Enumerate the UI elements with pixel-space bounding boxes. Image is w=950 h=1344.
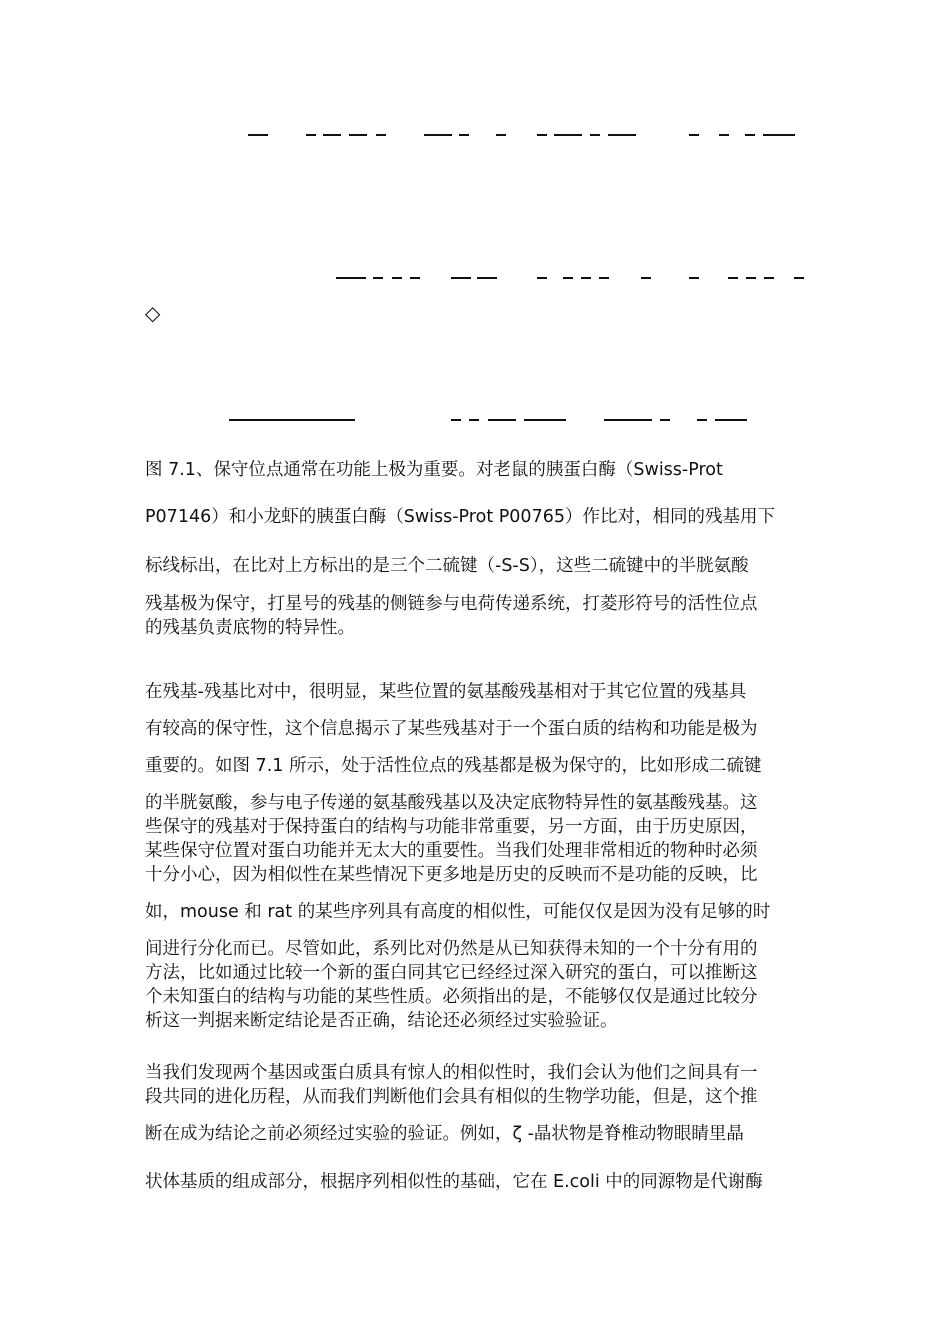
body-paragraph-1 (145, 680, 810, 1033)
underline-mark (554, 134, 582, 136)
underline-mark (794, 277, 804, 279)
underline-mark (488, 419, 516, 421)
alignment-underline-row-2 (0, 277, 950, 283)
underline-mark (469, 419, 479, 421)
underline-mark (689, 134, 699, 136)
text-line: 某些保守位置对蛋白功能并无太大的重要性。当我们处理非常相近的物种时必须 (145, 841, 758, 861)
diamond-marker-icon: ◇ (145, 301, 161, 325)
underline-mark (477, 277, 497, 279)
underline-mark (424, 134, 452, 136)
underline-mark (697, 419, 707, 421)
text-line: 如，mouse 和 rat 的某些序列具有高度的相似性，可能仅仅是因为没有足够的时 (145, 902, 771, 922)
text-line: 个未知蛋白的结构与功能的某些性质。必须指出的是，不能够仅仅是通过比较分 (145, 987, 758, 1007)
alignment-underline-row-1 (0, 134, 950, 140)
underline-mark (590, 134, 600, 136)
text-line: 析这一判据来断定结论是否正确，结论还必须经过实验验证。 (145, 1011, 618, 1031)
text-line: 段共同的进化历程，从而我们判断他们会具有相似的生物学功能，但是，这个推 (145, 1087, 758, 1107)
underline-mark (604, 419, 652, 421)
underline-mark (248, 134, 268, 136)
underline-mark (376, 134, 386, 136)
text-line: 当我们发现两个基因或蛋白质具有惊人的相似性时，我们会认为他们之间具有一 (145, 1063, 758, 1083)
text-line: 在残基-残基比对中，很明显，某些位置的氨基酸残基相对于其它位置的残基具 (145, 682, 747, 702)
underline-mark (563, 277, 573, 279)
text-line: 有较高的保守性，这个信息揭示了某些残基对于一个蛋白质的结构和功能是极为 (145, 719, 758, 739)
text-line: 断在成为结论之前必须经过实验的验证。例如，ζ -晶状物是脊椎动物眼睛里晶 (145, 1124, 744, 1144)
underline-mark (689, 277, 699, 279)
text-line: 些保守的残基对于保持蛋白的结构与功能非常重要，另一方面，由于历史原因， (145, 817, 758, 837)
underline-mark (410, 277, 420, 279)
underline-mark (764, 277, 774, 279)
underline-mark (459, 134, 469, 136)
underline-mark (451, 419, 461, 421)
underline-mark (349, 134, 367, 136)
underline-mark (229, 419, 355, 421)
underline-mark (581, 277, 591, 279)
text-line: P07146）和小龙虾的胰蛋白酶（Swiss-Prot P00765）作比对，相同的残基用下 (145, 507, 775, 527)
text-line: 十分小心，因为相似性在某些情况下更多地是历史的反映而不是功能的反映，比 (145, 865, 758, 885)
underline-mark (728, 277, 738, 279)
text-line: 的半胱氨酸，参与电子传递的氨基酸残基以及决定底物特异性的氨基酸残基。这 (145, 793, 758, 813)
underline-mark (719, 134, 729, 136)
underline-mark (306, 134, 316, 136)
underline-mark (537, 134, 547, 136)
alignment-underline-row-3 (0, 419, 950, 425)
underline-mark (524, 419, 566, 421)
underline-mark (451, 277, 471, 279)
text-line: 的残基负责底物的特异性。 (145, 618, 355, 638)
underline-mark (496, 134, 506, 136)
text-line: 图 7.1、保守位点通常在功能上极为重要。对老鼠的胰蛋白酶（Swiss-Prot (145, 460, 723, 480)
text-line: 方法，比如通过比较一个新的蛋白同其它已经经过深入研究的蛋白，可以推断这 (145, 963, 758, 983)
text-line: 标线标出，在比对上方标出的是三个二硫键（-S-S），这些二硫键中的半胱氨酸 (145, 556, 749, 576)
text-line: 重要的。如图 7.1 所示，处于活性位点的残基都是极为保守的，比如形成二硫键 (145, 756, 762, 776)
underline-mark (336, 277, 366, 279)
underline-mark (641, 277, 651, 279)
text-line: 间进行分化而已。尽管如此，系列比对仍然是从已知获得未知的一个十分有用的 (145, 939, 758, 959)
underline-mark (599, 277, 609, 279)
underline-mark (323, 134, 341, 136)
underline-mark (373, 277, 383, 279)
figure-caption (145, 458, 810, 640)
underline-mark (392, 277, 402, 279)
text-line: 状体基质的组成部分，根据序列相似性的基础，它在 E.coli 中的同源物是代谢酶 (145, 1172, 763, 1192)
underline-mark (660, 419, 670, 421)
underline-mark (537, 277, 547, 279)
text-line: 残基极为保守，打星号的残基的侧链参与电荷传递系统，打菱形符号的活性位点 (145, 594, 758, 614)
underline-mark (745, 134, 755, 136)
underline-mark (746, 277, 756, 279)
underline-mark (608, 134, 636, 136)
underline-mark (763, 134, 795, 136)
body-paragraph-2 (145, 1061, 810, 1194)
underline-mark (715, 419, 747, 421)
